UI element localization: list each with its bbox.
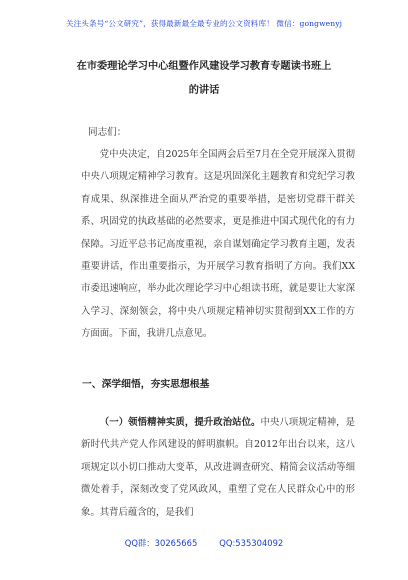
subsection-heading: （一）领悟精神实质，提升政治站位。: [99, 417, 261, 428]
paragraph-2-body: 中央八项规定精神，是新时代共产党人作风建设的鲜明旗帜。自2012年出台以来，这八项规定以小切口推动大变革，从改进调查研究、精简会议活动等细微处着手，深刻改变了党风政风，重塑了党在人民群众心中的形象。其背后蕴含的，是我们: [81, 417, 355, 518]
footer-qq-number: QQ:535304092: [219, 538, 284, 548]
salutation: 同志们：: [88, 127, 127, 138]
footer-contact: [0, 537, 408, 549]
footer-qq-group: QQ群：30265665: [124, 538, 198, 548]
section-heading-1: 一、深学细悟，夯实思想根基: [82, 379, 210, 390]
body-paragraph-1: 党中央决定，自2025年全国两会后至7月在全党开展深入贯彻中央八项规定精神学习教育。这是巩固深化主题教育和党纪学习教育成果、纵深推进全面从严治党的重要举措，是密切党群干群关系、巩固党的执政基础的必然要求，更是推进中国式现代化的有力保障。习近平总书记高度重视，亲自谋划确定学习教育主题，发表重要讲话，作出重要指示，为开展学习教育指明了方向。我们XX市委迅速响应，举办此次理论学习中心组读书班，就是要让大家深入学习、深刻领会，将中央八项规定精神切实贯彻到XX工作的方方面面。下面，我讲几点意见。: [81, 149, 355, 340]
header-banner: 关注头条号“公文研究”，获得最新最全最专业的公文资料库！ 微信：gongwenyj: [65, 19, 343, 28]
document-title-line2: 的讲话: [188, 84, 220, 96]
body-paragraph-2: [81, 412, 355, 524]
document-title-line1: 在市委理论学习中心组暨作风建设学习教育专题读书班上: [76, 60, 332, 72]
